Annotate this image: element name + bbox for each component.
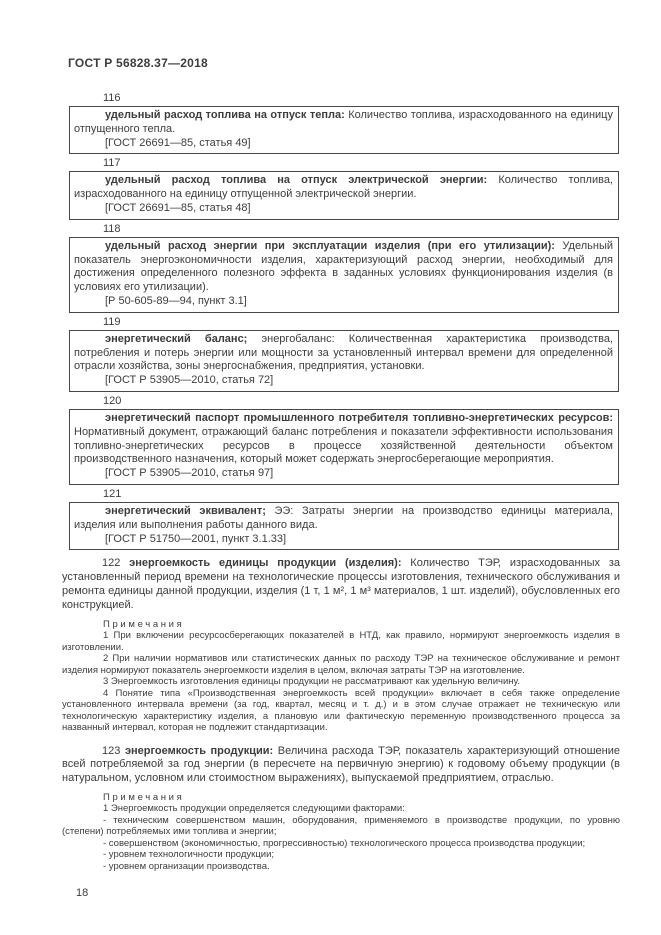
term-name: удельный расход энергии при эксплуатации изделия (при его утилизации):	[105, 239, 555, 252]
note-item: - техническим совершенством машин, оборудования, применяемого в производстве продукции, по уровню (степени) потребляемых ими топлива и энергии;	[62, 814, 620, 838]
term-number: 120	[103, 394, 122, 407]
term-number: 116	[103, 92, 121, 104]
term-source: [ГОСТ Р 53905—2010, статья 97]	[105, 467, 274, 480]
term-definition-line	[74, 505, 613, 533]
term-definition-line	[74, 174, 613, 202]
page-number: 18	[76, 887, 89, 900]
clause-number: 122	[102, 557, 121, 570]
term-definition-line	[74, 412, 613, 467]
term-entry-117	[62, 157, 620, 219]
term-number: 118	[103, 222, 121, 235]
term-entry-119	[62, 316, 620, 392]
term-source: [ГОСТ Р 51750—2001, пункт 3.1.33]	[105, 532, 287, 545]
term-source: [ГОСТ 26691—85, статья 48]	[105, 201, 251, 214]
clause-entry-122	[62, 557, 620, 733]
note-item: 3 Энергоемкость изготовления единицы продукции не рассматривают как удельную величину.	[103, 676, 520, 688]
clause-notes	[62, 792, 620, 873]
note-item: - совершенством (экономичностью, прогрессивностью) технологического процесса производства продукции;	[103, 837, 586, 849]
note-item: 2 При наличии нормативов или статистических данных по расходу ТЭР на техническое обслуживание и ремонт изделия нормируют показатель энергоемкости изделия в целом, включая затраты ТЭР на изготовление.	[62, 653, 620, 676]
term-name: удельный расход топлива на отпуск электрической энергии:	[105, 174, 488, 187]
term-entry-116	[62, 92, 620, 154]
clause-number: 123	[102, 744, 121, 757]
term-name: удельный расход топлива на отпуск тепла:	[105, 109, 345, 121]
clause-definition-text: Величина расхода ТЭР, показатель характеризующий отношение всей потребляемой за год энергии (в пересчете на первичную энергию) к годовому объему продукции (в натуральном, условном или стоимостном выражениях), выпускаемой предприятием, отраслью.	[62, 744, 620, 785]
clause-entry-123	[62, 745, 620, 873]
clause-term: энергоемкость продукции:	[124, 744, 274, 757]
term-source: [Р 50-605-89—94, пункт 3.1]	[105, 294, 247, 307]
page-content	[62, 92, 620, 900]
clause-definition-text: Количество ТЭР, израсходованных за установленный период времени на технологические процессы изготовления, технического обслуживания и ремонта единицы данной продукции, изделия (1 т, 1 м², 1 м³ материалов, 1 шт. изделий), обусловленных его конструкцией.	[62, 557, 620, 611]
term-box	[69, 330, 619, 392]
term-name: энергетический баланс;	[105, 332, 248, 345]
term-name: энергетический паспорт промышленного потребителя топливно-энергетических ресурсов:	[105, 411, 613, 424]
note-item: 1 Энергоемкость продукции определяется следующими факторами:	[103, 803, 405, 815]
term-entry-118	[62, 223, 620, 313]
note-item: - уровнем организации производства.	[103, 860, 270, 872]
clause-term: энергоемкость единицы продукции (изделия):	[129, 557, 402, 570]
term-entry-120	[62, 395, 620, 485]
term-definition-line	[74, 333, 613, 374]
note-item: 1 При включении ресурсосберегающих показателей в НТД, как правило, нормируют энергоемкость изделия в изготовлении.	[62, 630, 620, 653]
term-entry-121	[62, 488, 620, 550]
term-box	[69, 502, 619, 550]
term-box	[69, 106, 619, 154]
term-name: энергетический эквивалент;	[105, 504, 266, 517]
term-definition-text: ЭЭ: Затраты энергии на производство единицы материала, изделия или выполнения работы данного вида.	[74, 504, 613, 531]
term-number: 121	[103, 487, 122, 500]
term-definition-text: Удельный показатель энергоэкономичности изделия, характеризующий расход энергии, необходимый для достижения определенного полезного эффекта в заданных условиях функционирования изделия (в условиях его утилизации).	[74, 239, 613, 294]
notes-header: Примечания	[103, 618, 185, 630]
term-box	[69, 237, 619, 313]
term-source: [ГОСТ 26691—85, статья 49]	[105, 136, 251, 149]
term-number: 119	[103, 315, 121, 328]
clause-notes	[62, 619, 620, 734]
term-definition-line	[74, 240, 613, 295]
term-box	[69, 171, 619, 219]
document-title: ГОСТ Р 56828.37—2018	[68, 56, 208, 70]
term-number: 117	[103, 157, 121, 170]
term-source: [ГОСТ Р 53905—2010, статья 72]	[105, 374, 274, 387]
term-box	[69, 409, 619, 485]
note-item: 4 Понятие типа «Производственная энергоемкость всей продукции» включает в себя также определение установленного интервала времени (за год, квартал, месяц и т. д.) и в этом случае отражает не техническую или технологическую характеристику изделия, а плановую или фактическую переменную производственного процесса за названный интервал, которая не подлежит стандартизации.	[62, 687, 620, 734]
term-definition-text: Количество топлива, израсходованного на единицу отпущенной электрической энергии.	[74, 174, 613, 201]
clause-definition	[62, 745, 620, 786]
clause-definition	[62, 557, 620, 612]
term-definition-text: Нормативный документ, отражающий баланс потребления и показатели эффективности использования топливно-энергетических ресурсов в процессе хозяйственной деятельности объектом производственного назначения, который может содержать энергосберегающие мероприятия.	[74, 425, 613, 466]
note-item: - уровнем технологичности продукции;	[103, 849, 275, 861]
term-definition-text: Количество топлива, израсходованного на единицу отпущенного тепла.	[74, 109, 613, 135]
notes-header: Примечания	[103, 791, 185, 803]
term-definition-text: энергобаланс: Количественная характеристика производства, потребления и потерь энергии или мощности за установленный интервал времени для определенной отрасли хозяйства, зоны энергоснабжения, предприятия, установки.	[74, 332, 614, 373]
term-definition-line	[74, 109, 613, 137]
